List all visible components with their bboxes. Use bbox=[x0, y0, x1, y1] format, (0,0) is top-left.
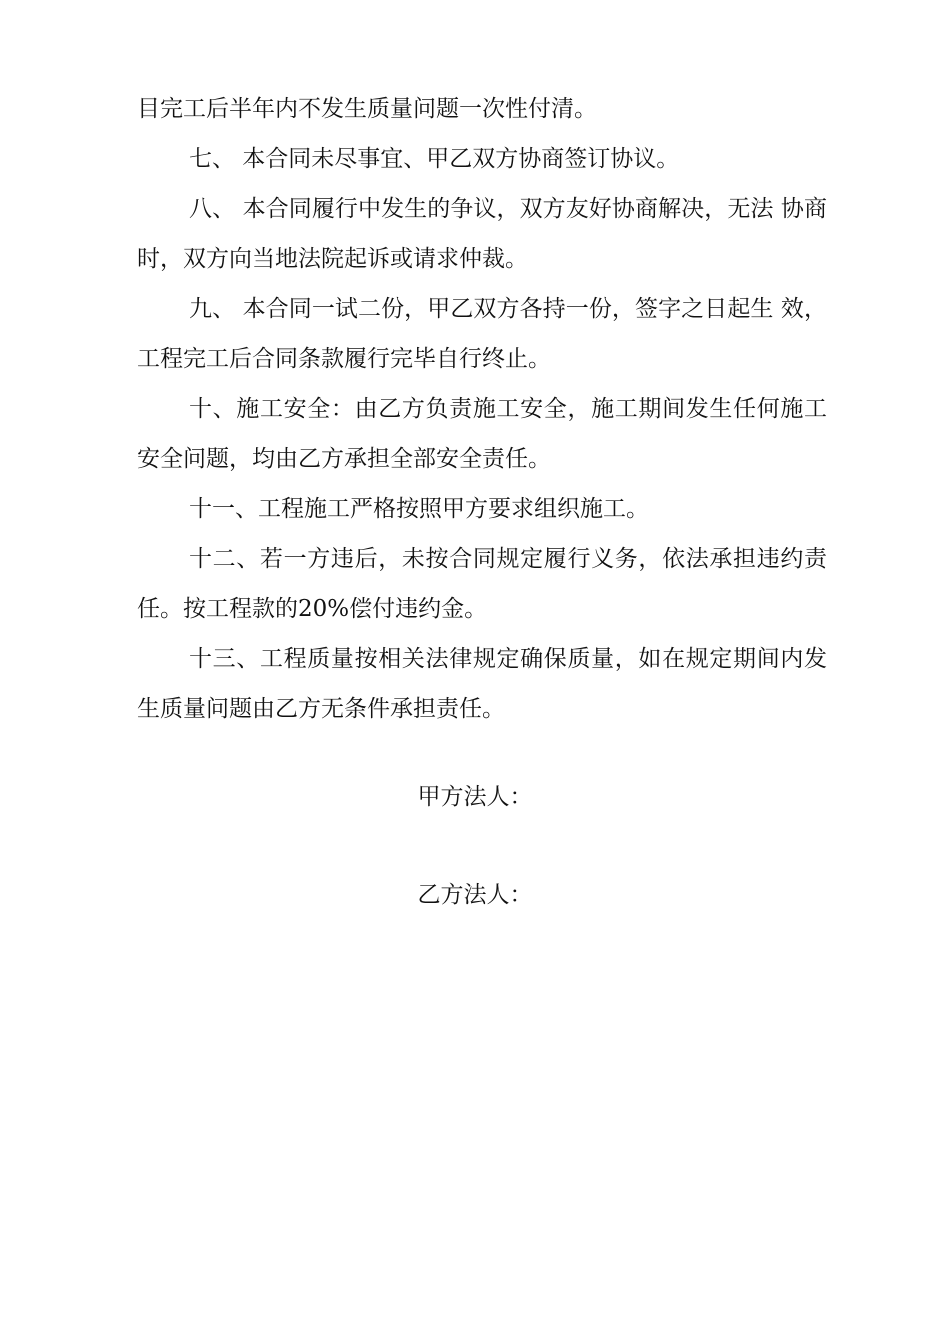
paragraph-clause-7: 七、 本合同未尽事宜、甲乙双方协商签订协议。 bbox=[189, 146, 680, 172]
party-a-signature-label: 甲方法人： bbox=[417, 784, 533, 810]
party-b-signature-label: 乙方法人： bbox=[417, 882, 533, 908]
paragraph-payment-continuation: 目完工后半年内不发生质量问题一次性付清。 bbox=[137, 96, 597, 122]
paragraph-clause-12: 十二、若一方违后，未按合同规定履行义务，依法承担违约责任。按工程款的20%偿付违约金。 bbox=[137, 546, 827, 622]
paragraph-clause-10: 十、施工安全：由乙方负责施工安全，施工期间发生任何施工安全问题，均由乙方承担全部安全责任。 bbox=[137, 396, 827, 472]
paragraph-clause-13: 十三、工程质量按相关法律规定确保质量，如在规定期间内发生质量问题由乙方无条件承担责任。 bbox=[137, 646, 827, 722]
paragraph-clause-8: 八、 本合同履行中发生的争议，双方友好协商解决，无法 协商时，双方向当地法院起诉或请求仲裁。 bbox=[137, 196, 827, 272]
paragraph-clause-9: 九、 本合同一试二份，甲乙双方各持一份，签字之日起生 效，工程完工后合同条款履行完毕自行终止。 bbox=[137, 296, 827, 372]
contract-body bbox=[137, 84, 827, 734]
paragraph-clause-11: 十一、工程施工严格按照甲方要求组织施工。 bbox=[189, 496, 649, 522]
